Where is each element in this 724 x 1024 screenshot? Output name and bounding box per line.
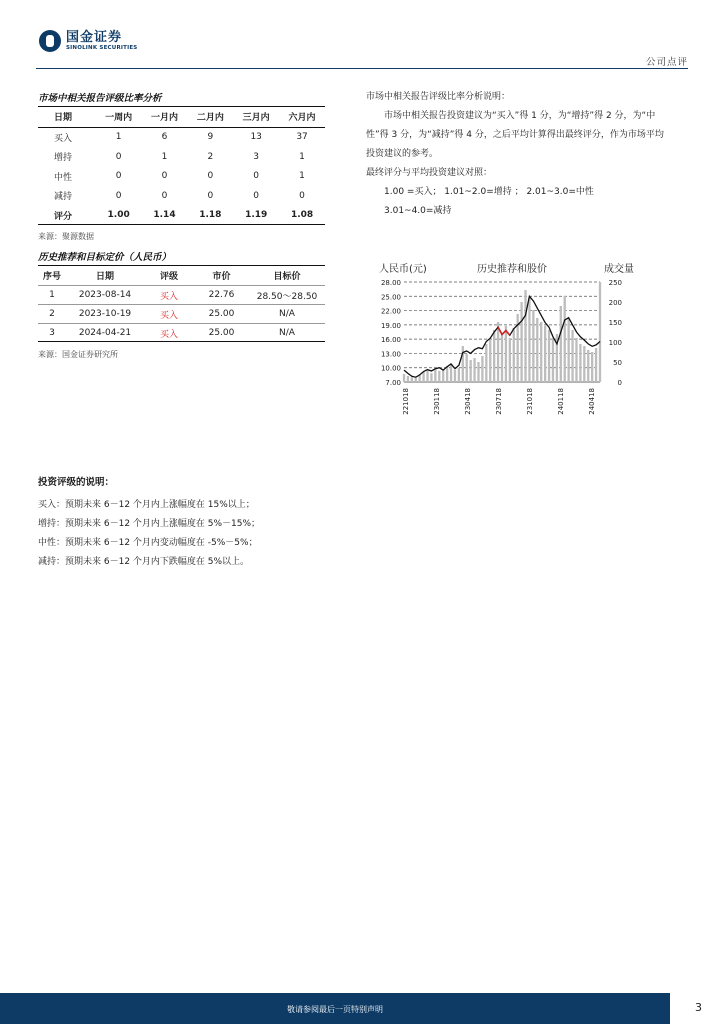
chart-volume-bar (407, 376, 409, 382)
table-cell: 0 (207, 171, 214, 182)
chart-x-tick-label: 230718 (495, 388, 503, 415)
table-cell: 1 (161, 151, 168, 162)
chart-volume-bar (505, 326, 507, 382)
table-cell: 1.14 (153, 210, 176, 221)
table1-title: 市场中相关报告评级比率分析 (38, 93, 162, 104)
chart-y2-tick-label: 200 (608, 299, 622, 307)
table-cell: 0 (299, 190, 305, 201)
table-row (38, 186, 325, 206)
chart-y-tick-label: 19.00 (380, 321, 401, 330)
chart-x-tick-label: 240418 (588, 388, 596, 415)
table-row (38, 324, 325, 343)
chart-volume-bar (567, 318, 569, 382)
chart-volume-bar (497, 322, 499, 382)
table1-source: 来源：聚源数据 (38, 232, 94, 241)
chart-volume-bar (587, 350, 589, 382)
table-cell: 3 (253, 151, 260, 162)
chart-svg (368, 258, 638, 428)
chart-volume-bar (595, 348, 597, 382)
table-cell: 1 (115, 132, 122, 143)
table-cell: 25.00 (194, 324, 249, 343)
chart-x-tick-label: 231018 (526, 388, 534, 415)
chart-x-tick-label: 230418 (464, 388, 472, 415)
chart-volume-bar (493, 330, 495, 382)
rating-explanation-title: 投资评级的说明： (38, 477, 115, 488)
table-cell: 1 (299, 171, 305, 182)
chart-volume-bar (571, 330, 573, 382)
recommendation-history-table (38, 266, 325, 342)
rating-cell: 买入 (144, 305, 194, 324)
chart-y2-tick-label: 100 (608, 339, 622, 347)
table-cell: N/A (249, 324, 325, 343)
chart-volume-bar (513, 328, 515, 382)
chart-y-tick-label: 10.00 (380, 364, 401, 373)
column-header: 评级 (159, 272, 178, 282)
table-cell: 1.19 (245, 210, 268, 221)
rating-cell: 买入 (144, 324, 194, 343)
table-cell: 0 (115, 190, 122, 201)
chart-y-tick-label: 13.00 (380, 350, 401, 359)
note-mapping-line: 3.01~4.0=减持 (384, 206, 452, 216)
note-paragraph: 市场中相关报告投资建议为“买入”得 1 分，为“增持”得 2 分，为“中性”得 3 分，为“减持”得 4 分，之后平均计算得出最终评分，作为市场平均投资建议的参考。 (366, 111, 664, 159)
table-row (38, 305, 325, 324)
note-title: 市场中相关报告评级比率分析说明： (366, 92, 511, 102)
table-cell: 1.00 (107, 210, 130, 221)
table-row (38, 286, 325, 305)
table-cell: 0 (115, 151, 122, 162)
column-header: 序号 (42, 272, 61, 282)
chart-volume-bar (579, 344, 581, 382)
table2-bottom-rule (38, 341, 325, 342)
footer-disclaimer: 敬请参阅最后一页特别声明 (287, 1005, 383, 1014)
chart-left-axis-label: 人民币(元) (379, 264, 427, 275)
chart-volume-bar (544, 326, 546, 382)
chart-volume-bar (411, 377, 413, 382)
table-cell: 0 (253, 190, 260, 201)
note-mapping-line: 1.00 =买入； 1.01~2.0=增持 ； 2.01~3.0=中性 (384, 187, 594, 197)
table-cell: 2023-08-14 (66, 286, 144, 305)
chart-volume-bar (485, 344, 487, 382)
chart-y-tick-label: 7.00 (385, 379, 401, 387)
rating-cell: 买入 (144, 286, 194, 305)
column-header: 日期 (95, 272, 114, 282)
table-cell: 28.50～28.50 (249, 286, 325, 305)
chart-y2-tick-label: 0 (617, 379, 622, 387)
chart-volume-bar (462, 346, 464, 382)
chart-volume-bar (469, 360, 471, 382)
company-logo (39, 30, 137, 52)
table-cell: 37 (296, 132, 308, 143)
chart-volume-bar (438, 371, 440, 382)
chart-volume-bar (473, 358, 475, 382)
table-cell: 2 (207, 151, 214, 162)
chart-volume-bar (450, 364, 452, 382)
table-cell: 减持 (54, 192, 73, 203)
table-cell: 0 (115, 171, 122, 182)
chart-volume-bar (532, 310, 534, 382)
chart-volume-bar (575, 338, 577, 382)
table-row (38, 147, 325, 167)
column-header: 目标价 (273, 272, 301, 282)
rating-definition: 中性：预期未来 6－12 个月内变动幅度在 -5%－5%； (38, 538, 258, 548)
table-cell: 1 (299, 151, 305, 162)
table-cell: 0 (161, 171, 168, 182)
chart-volume-bar (454, 370, 456, 382)
column-header: 日期 (54, 113, 73, 124)
chart-y2-tick-label: 50 (613, 359, 622, 367)
column-header: 六月内 (288, 113, 316, 124)
score-row (38, 206, 325, 226)
chart-volume-bar (403, 374, 405, 382)
table-cell: 22.76 (194, 286, 249, 305)
table2-title: 历史推荐和目标定价（人民币） (38, 252, 172, 263)
table-cell: 0 (253, 171, 260, 182)
table-cell: 6 (161, 132, 168, 143)
table-cell: 买入 (54, 133, 73, 144)
table-cell: 0 (207, 190, 214, 201)
rating-definition: 增持：预期未来 6－12 个月内上涨幅度在 5%－15%； (38, 519, 261, 529)
chart-volume-bar (422, 372, 424, 382)
chart-volume-bar (548, 330, 550, 382)
logo-icon (39, 30, 61, 52)
chart-y2-tick-label: 150 (608, 319, 622, 327)
page-number: 3 (695, 1001, 702, 1014)
table-cell: 25.00 (194, 305, 249, 324)
logo-en-text: SINOLINK SECURITIES (66, 44, 138, 51)
table-cell: 1.08 (290, 210, 314, 221)
table-cell: 13 (250, 132, 262, 143)
table-cell: 9 (207, 132, 214, 143)
table-row (38, 167, 325, 187)
chart-volume-bar (520, 302, 522, 382)
chart-recommend-segment (498, 327, 510, 335)
rating-definition: 减持：预期未来 6－12 个月内下跌幅度在 5%以上。 (38, 557, 250, 567)
note-mapping-title: 最终评分与平均投资建议对照： (366, 168, 493, 178)
table2-source: 来源：国金证券研究所 (38, 350, 118, 359)
rating-ratio-explanation (366, 88, 671, 221)
chart-volume-bar (446, 366, 448, 382)
chart-volume-bar (415, 378, 417, 382)
chart-volume-bar (509, 338, 511, 382)
chart-volume-bar (466, 354, 468, 382)
chart-y-tick-label: 25.00 (380, 293, 401, 302)
page-header (0, 0, 724, 70)
chart-right-axis-label: 成交量 (604, 264, 634, 275)
chart-volume-bar (552, 338, 554, 382)
table1-bottom-rule (38, 224, 325, 225)
chart-volume-bar (430, 373, 432, 382)
chart-x-tick-label: 240118 (557, 388, 565, 415)
column-header: 一月内 (150, 113, 178, 124)
chart-volume-bar (477, 362, 479, 382)
document-type: 公司点评 (645, 57, 688, 68)
chart-volume-bar (583, 346, 585, 382)
table-row (38, 127, 325, 147)
table-header-row (38, 266, 325, 286)
table-cell: 2024-04-21 (66, 324, 144, 343)
column-header: 市价 (212, 272, 231, 282)
table-cell: 2 (38, 305, 66, 324)
chart-volume-bar (524, 290, 526, 382)
chart-x-tick-label: 221018 (402, 388, 410, 415)
chart-volume-bar (540, 322, 542, 382)
chart-volume-bar (434, 368, 436, 382)
chart-volume-bar (489, 338, 491, 382)
chart-volume-bar (599, 282, 601, 382)
chart-volume-bar (528, 298, 530, 382)
table-cell: 增持 (54, 153, 73, 164)
column-header: 一周内 (105, 113, 133, 124)
rating-ratio-table (38, 107, 325, 225)
table-cell: 0 (161, 190, 168, 201)
table-header-row (38, 107, 325, 127)
chart-volume-bar (426, 370, 428, 382)
chart-title: 历史推荐和股价 (477, 264, 547, 275)
column-header: 三月内 (242, 113, 270, 124)
price-history-chart (368, 258, 638, 428)
chart-volume-bar (481, 356, 483, 382)
column-header: 二月内 (196, 113, 224, 124)
chart-volume-bar (536, 318, 538, 382)
chart-y-tick-label: 28.00 (380, 279, 401, 287)
table-cell: 3 (38, 324, 66, 343)
chart-y-tick-label: 16.00 (380, 336, 401, 345)
chart-volume-bar (564, 296, 566, 382)
chart-y-tick-label: 22.00 (380, 307, 401, 316)
table-cell: N/A (249, 305, 325, 324)
table-cell: 2023-10-19 (66, 305, 144, 324)
chart-x-tick-label: 230118 (433, 388, 441, 415)
table-cell: 中性 (54, 172, 73, 183)
header-divider (36, 68, 688, 69)
chart-volume-bar (501, 334, 503, 382)
chart-y2-tick-label: 250 (608, 279, 622, 287)
chart-volume-bar (560, 306, 562, 382)
chart-volume-bar (591, 352, 593, 382)
logo-cn-text: 国金证券 (66, 29, 123, 45)
chart-volume-bar (458, 368, 460, 382)
rating-definition: 买入：预期未来 6－12 个月内上涨幅度在 15%以上； (38, 500, 255, 510)
chart-volume-bar (442, 370, 444, 382)
table-cell: 评分 (54, 211, 73, 222)
table-cell: 1.18 (199, 210, 222, 221)
table-cell: 1 (38, 286, 66, 305)
